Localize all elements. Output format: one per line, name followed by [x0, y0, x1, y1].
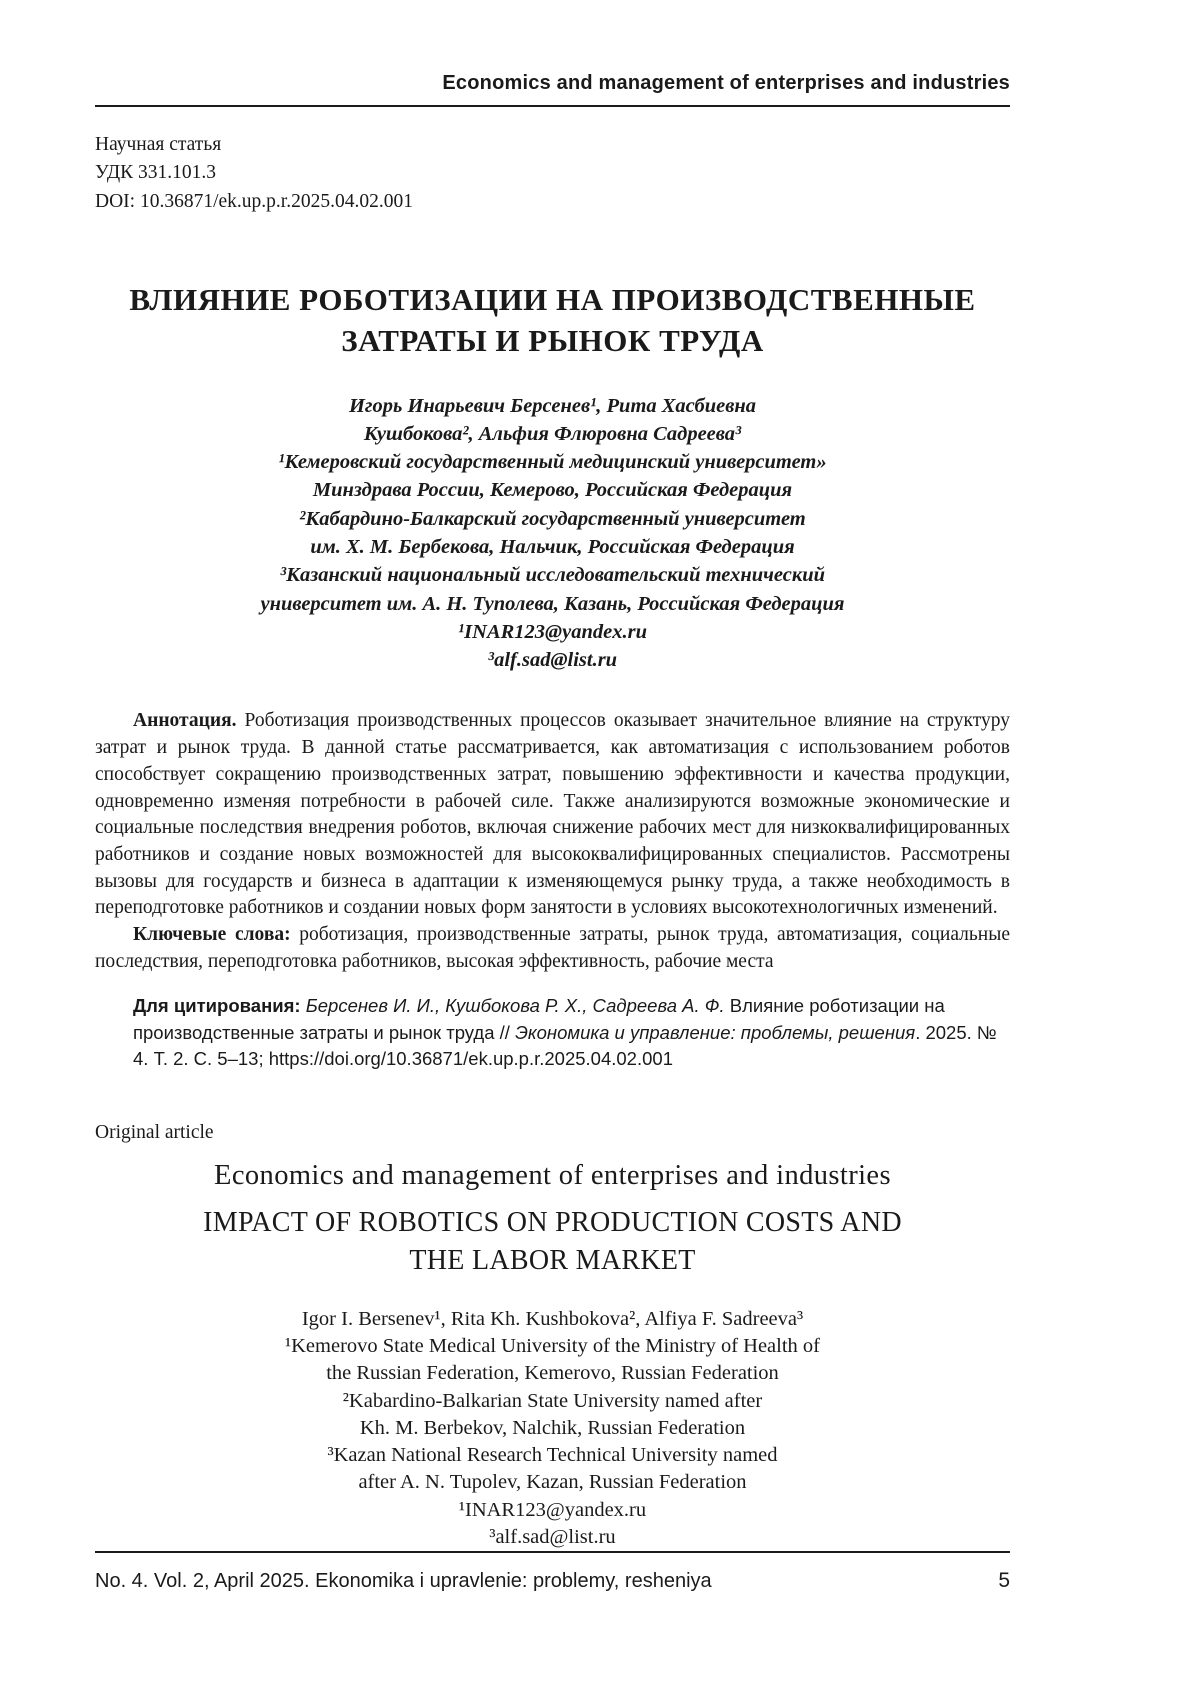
- article-type-en: Original article: [95, 1122, 214, 1144]
- abstract: [95, 708, 1010, 922]
- title-ru: ВЛИЯНИЕ РОБОТИЗАЦИИ НА ПРОИЗВОДСТВЕННЫЕ ЗАТРАТЫ И РЫНОК ТРУДА: [129, 281, 976, 358]
- footer-row: [95, 1569, 1010, 1593]
- footer-journal-info: No. 4. Vol. 2, April 2025. Ekonomika i upravlenie: problemy, resheniya: [95, 1570, 712, 1593]
- keywords-label: Ключевые слова:: [133, 924, 291, 946]
- citation-journal: Экономика и управление: проблемы, решения: [515, 1021, 916, 1043]
- running-head: Economics and management of enterprises and industries: [442, 72, 1010, 94]
- authors-en: Igor I. Bersenev¹, Rita Kh. Kushbokova², Alfiya F. Sadreeva³ ¹Kemerovo State Medical University of the Ministry of Health of the Russian Federation, Kemerovo, Russian Federation ²Kabardino-Balkarian State University named after Kh. M. Berbekov, Nalchik, Russian Federation ³Kazan National Research Technical University named after A. N. Tupolev, Kazan, Russian Federation ¹INAR123@yandex.ru ³alf.sad@list.ru: [284, 1307, 821, 1548]
- footer-rule: [95, 1551, 1010, 1553]
- header-rule: [95, 105, 1010, 107]
- title-en: IMPACT OF ROBOTICS ON PRODUCTION COSTS AND THE LABOR MARKET: [203, 1207, 902, 1277]
- keywords-text: роботизация, производственные затраты, рынок труда, автоматизация, социальные последствия, переподготовка работников, высокая эффективность, рабочие места: [95, 924, 1010, 972]
- doi-number: DOI: 10.36871/ek.up.p.r.2025.04.02.001: [95, 190, 413, 212]
- authors-ru: Игорь Инарьевич Берсенев¹, Рита Хасбиевна Кушбокова², Альфия Флюровна Садреева³ ¹Кемеровский государственный медицинский университет» Минздрава России, Кемерово, Российская Федерация ²Кабардино-Балкарский государственный университет им. Х. М. Бербекова, Нальчик, Российская Федерация ³Казанский национальный исследовательский технический университет им. А. Н. Туполева, Казань, Российская Федерация ¹INAR123@yandex.ru ³alf.sad@list.ru: [260, 394, 845, 672]
- keywords: [95, 922, 1010, 975]
- page-footer: [95, 1551, 1010, 1593]
- page-number: 5: [998, 1569, 1010, 1593]
- page-header: [95, 72, 1010, 107]
- citation-article-title: Влияние роботизации на производственные затраты и рынок труда //: [133, 995, 945, 1043]
- article-meta: [95, 131, 1010, 216]
- abstract-text: Роботизация производственных процессов оказывает значительное влияние на структуру затрат и рынок труда. В данной статье рассматривается, как автоматизация с использованием роботов способствует сокращению производственных затрат, повышению эффективности и качества продукции, одновременно изменяя потребности в рабочей силе. Также анализируются возможные экономические и социальные последствия внедрения роботов, включая снижение рабочих мест для низкоквалифицированных работников и создание новых возможностей для высококвалифицированных специалистов. Рассмотрены вызовы для государств и бизнеса в адаптации к изменяющемуся рынку труда, а также необходимость в переподготовке работников и создании новых форм занятости в условиях высокотехнологичных изменений.: [95, 710, 1010, 919]
- citation-authors: Берсенев И. И., Кушбокова Р. Х., Садреева А. Ф.: [305, 995, 725, 1017]
- citation-tail: . 2025. № 4. Т. 2. С. 5–13; https://doi.org/10.36871/ek.up.p.r.2025.04.02.001: [133, 1021, 997, 1069]
- section-heading-en: Economics and management of enterprises and industries: [214, 1160, 891, 1192]
- article-type-ru: Научная статья: [95, 134, 222, 155]
- udc-number: УДК 331.101.3: [95, 162, 217, 184]
- abstract-label: Аннотация.: [133, 710, 237, 732]
- citation: [133, 993, 1010, 1072]
- citation-label: Для цитирования:: [133, 995, 301, 1017]
